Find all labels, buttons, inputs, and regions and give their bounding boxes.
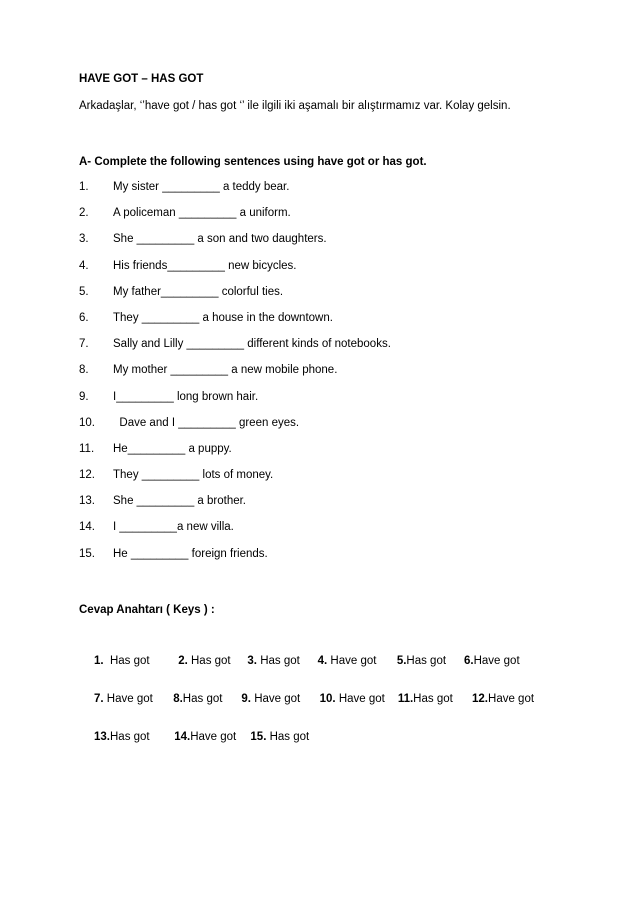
sentence-number: 12. xyxy=(79,469,95,482)
section-a-heading: A- Complete the following sentences using have got or has got. xyxy=(79,156,427,168)
answer-text: Has got xyxy=(109,655,150,667)
sentence-item xyxy=(79,207,391,233)
answer-text: Have got xyxy=(488,693,535,705)
answer-text: Has got xyxy=(110,731,150,743)
answer-item xyxy=(397,655,461,667)
sentence-text: I _________a new villa. xyxy=(113,521,234,534)
sentence-number: 15. xyxy=(79,547,95,560)
sentence-text: They _________ a house in the downtown. xyxy=(113,311,333,324)
sentence-number: 10. xyxy=(79,416,95,429)
answer-number: 11. xyxy=(397,693,414,705)
answer-item xyxy=(178,655,244,667)
sentence-list xyxy=(79,181,391,574)
answer-number: 8. xyxy=(173,693,183,705)
sentence-item xyxy=(79,548,391,574)
sentence-text: My mother _________ a new mobile phone. xyxy=(113,364,338,377)
sentence-text: He_________ a puppy. xyxy=(113,442,232,455)
sentence-number: 8. xyxy=(79,364,89,377)
answer-number: 7. xyxy=(94,693,104,705)
answer-text: Have got xyxy=(254,693,301,705)
answer-key-row-1 xyxy=(94,655,520,667)
sentence-item xyxy=(79,181,391,207)
answer-item xyxy=(250,731,309,743)
answer-number: 1. xyxy=(94,655,104,667)
sentence-number: 13. xyxy=(79,495,95,508)
sentence-number: 9. xyxy=(79,390,89,403)
answer-text: Has got xyxy=(182,693,223,705)
answer-number: 13. xyxy=(94,731,110,743)
answer-number: 15. xyxy=(250,731,267,743)
answer-number: 3. xyxy=(247,655,257,667)
sentence-number: 2. xyxy=(79,207,89,220)
answer-number: 5. xyxy=(396,655,407,667)
answer-item xyxy=(247,655,314,667)
sentence-item xyxy=(79,260,391,286)
answer-number: 10. xyxy=(319,693,336,705)
sentence-item xyxy=(79,286,391,312)
answer-text: Have got xyxy=(338,693,385,705)
sentence-number: 1. xyxy=(79,181,89,193)
sentence-text: She _________ a brother. xyxy=(113,495,247,508)
answer-item xyxy=(94,655,175,667)
sentence-number: 6. xyxy=(79,311,89,324)
sentence-item xyxy=(79,391,391,417)
sentence-text: His friends_________ new bicycles. xyxy=(113,259,297,272)
answer-text: Have got xyxy=(330,655,377,667)
answer-number: 9. xyxy=(241,693,251,705)
answer-item xyxy=(241,693,316,705)
sentence-item xyxy=(79,443,391,469)
sentence-number: 7. xyxy=(79,338,89,351)
answer-item xyxy=(318,655,394,667)
sentence-text: A policeman _________ a uniform. xyxy=(113,207,291,220)
sentence-number: 5. xyxy=(79,285,89,298)
sentence-number: 14. xyxy=(79,521,95,534)
sentence-item xyxy=(79,338,391,364)
sentence-text: She _________ a son and two daughters. xyxy=(113,233,327,246)
answer-item xyxy=(398,693,469,705)
sentence-number: 3. xyxy=(79,233,89,246)
intro-text: Arkadaşlar, ‘’have got / has got ‘’ ile ilgili iki aşamalı bir alıştırmamız var. Kolay gelsin. xyxy=(79,100,511,112)
sentence-text: My father_________ colorful ties. xyxy=(113,285,284,298)
answer-item xyxy=(173,693,238,705)
sentence-item xyxy=(79,469,391,495)
answer-number: 12. xyxy=(472,693,489,705)
answer-text: Has got xyxy=(406,655,447,667)
sentence-item xyxy=(79,364,391,390)
answer-text: Has got xyxy=(269,731,310,743)
sentence-text: Dave and I _________ green eyes. xyxy=(113,416,300,429)
sentence-text: My sister _________ a teddy bear. xyxy=(113,181,290,193)
answer-key-row-3 xyxy=(94,731,309,743)
sentence-number: 4. xyxy=(79,259,89,272)
answer-key-row-2 xyxy=(94,693,534,705)
answer-text: Have got xyxy=(473,655,520,667)
sentence-item xyxy=(79,417,391,443)
sentence-item xyxy=(79,495,391,521)
sentence-text: They _________ lots of money. xyxy=(113,469,274,482)
answer-number: 2. xyxy=(178,655,188,667)
answer-text: Has got xyxy=(260,655,300,667)
sentence-item xyxy=(79,521,391,547)
answer-number: 4. xyxy=(317,655,328,667)
answer-text: Have got xyxy=(106,693,153,705)
answer-item xyxy=(320,693,395,705)
answer-number: 6. xyxy=(464,655,474,667)
answer-number: 14. xyxy=(174,731,191,743)
answer-key-heading: Cevap Anahtarı ( Keys ) : xyxy=(79,604,215,616)
sentence-text: Sally and Lilly _________ different kinds of notebooks. xyxy=(113,338,391,351)
answer-item xyxy=(94,693,170,705)
sentence-item xyxy=(79,312,391,338)
sentence-text: I_________ long brown hair. xyxy=(113,390,259,403)
sentence-item xyxy=(79,233,391,259)
sentence-text: He _________ foreign friends. xyxy=(113,547,268,560)
answer-text: Have got xyxy=(190,731,237,743)
answer-item xyxy=(472,693,534,705)
answer-text: Has got xyxy=(191,655,231,667)
page-title: HAVE GOT – HAS GOT xyxy=(79,73,204,85)
answer-item xyxy=(94,731,171,743)
answer-item xyxy=(464,655,520,667)
answer-text: Has got xyxy=(413,693,453,705)
answer-item xyxy=(174,731,247,743)
sentence-number: 11. xyxy=(79,442,95,455)
